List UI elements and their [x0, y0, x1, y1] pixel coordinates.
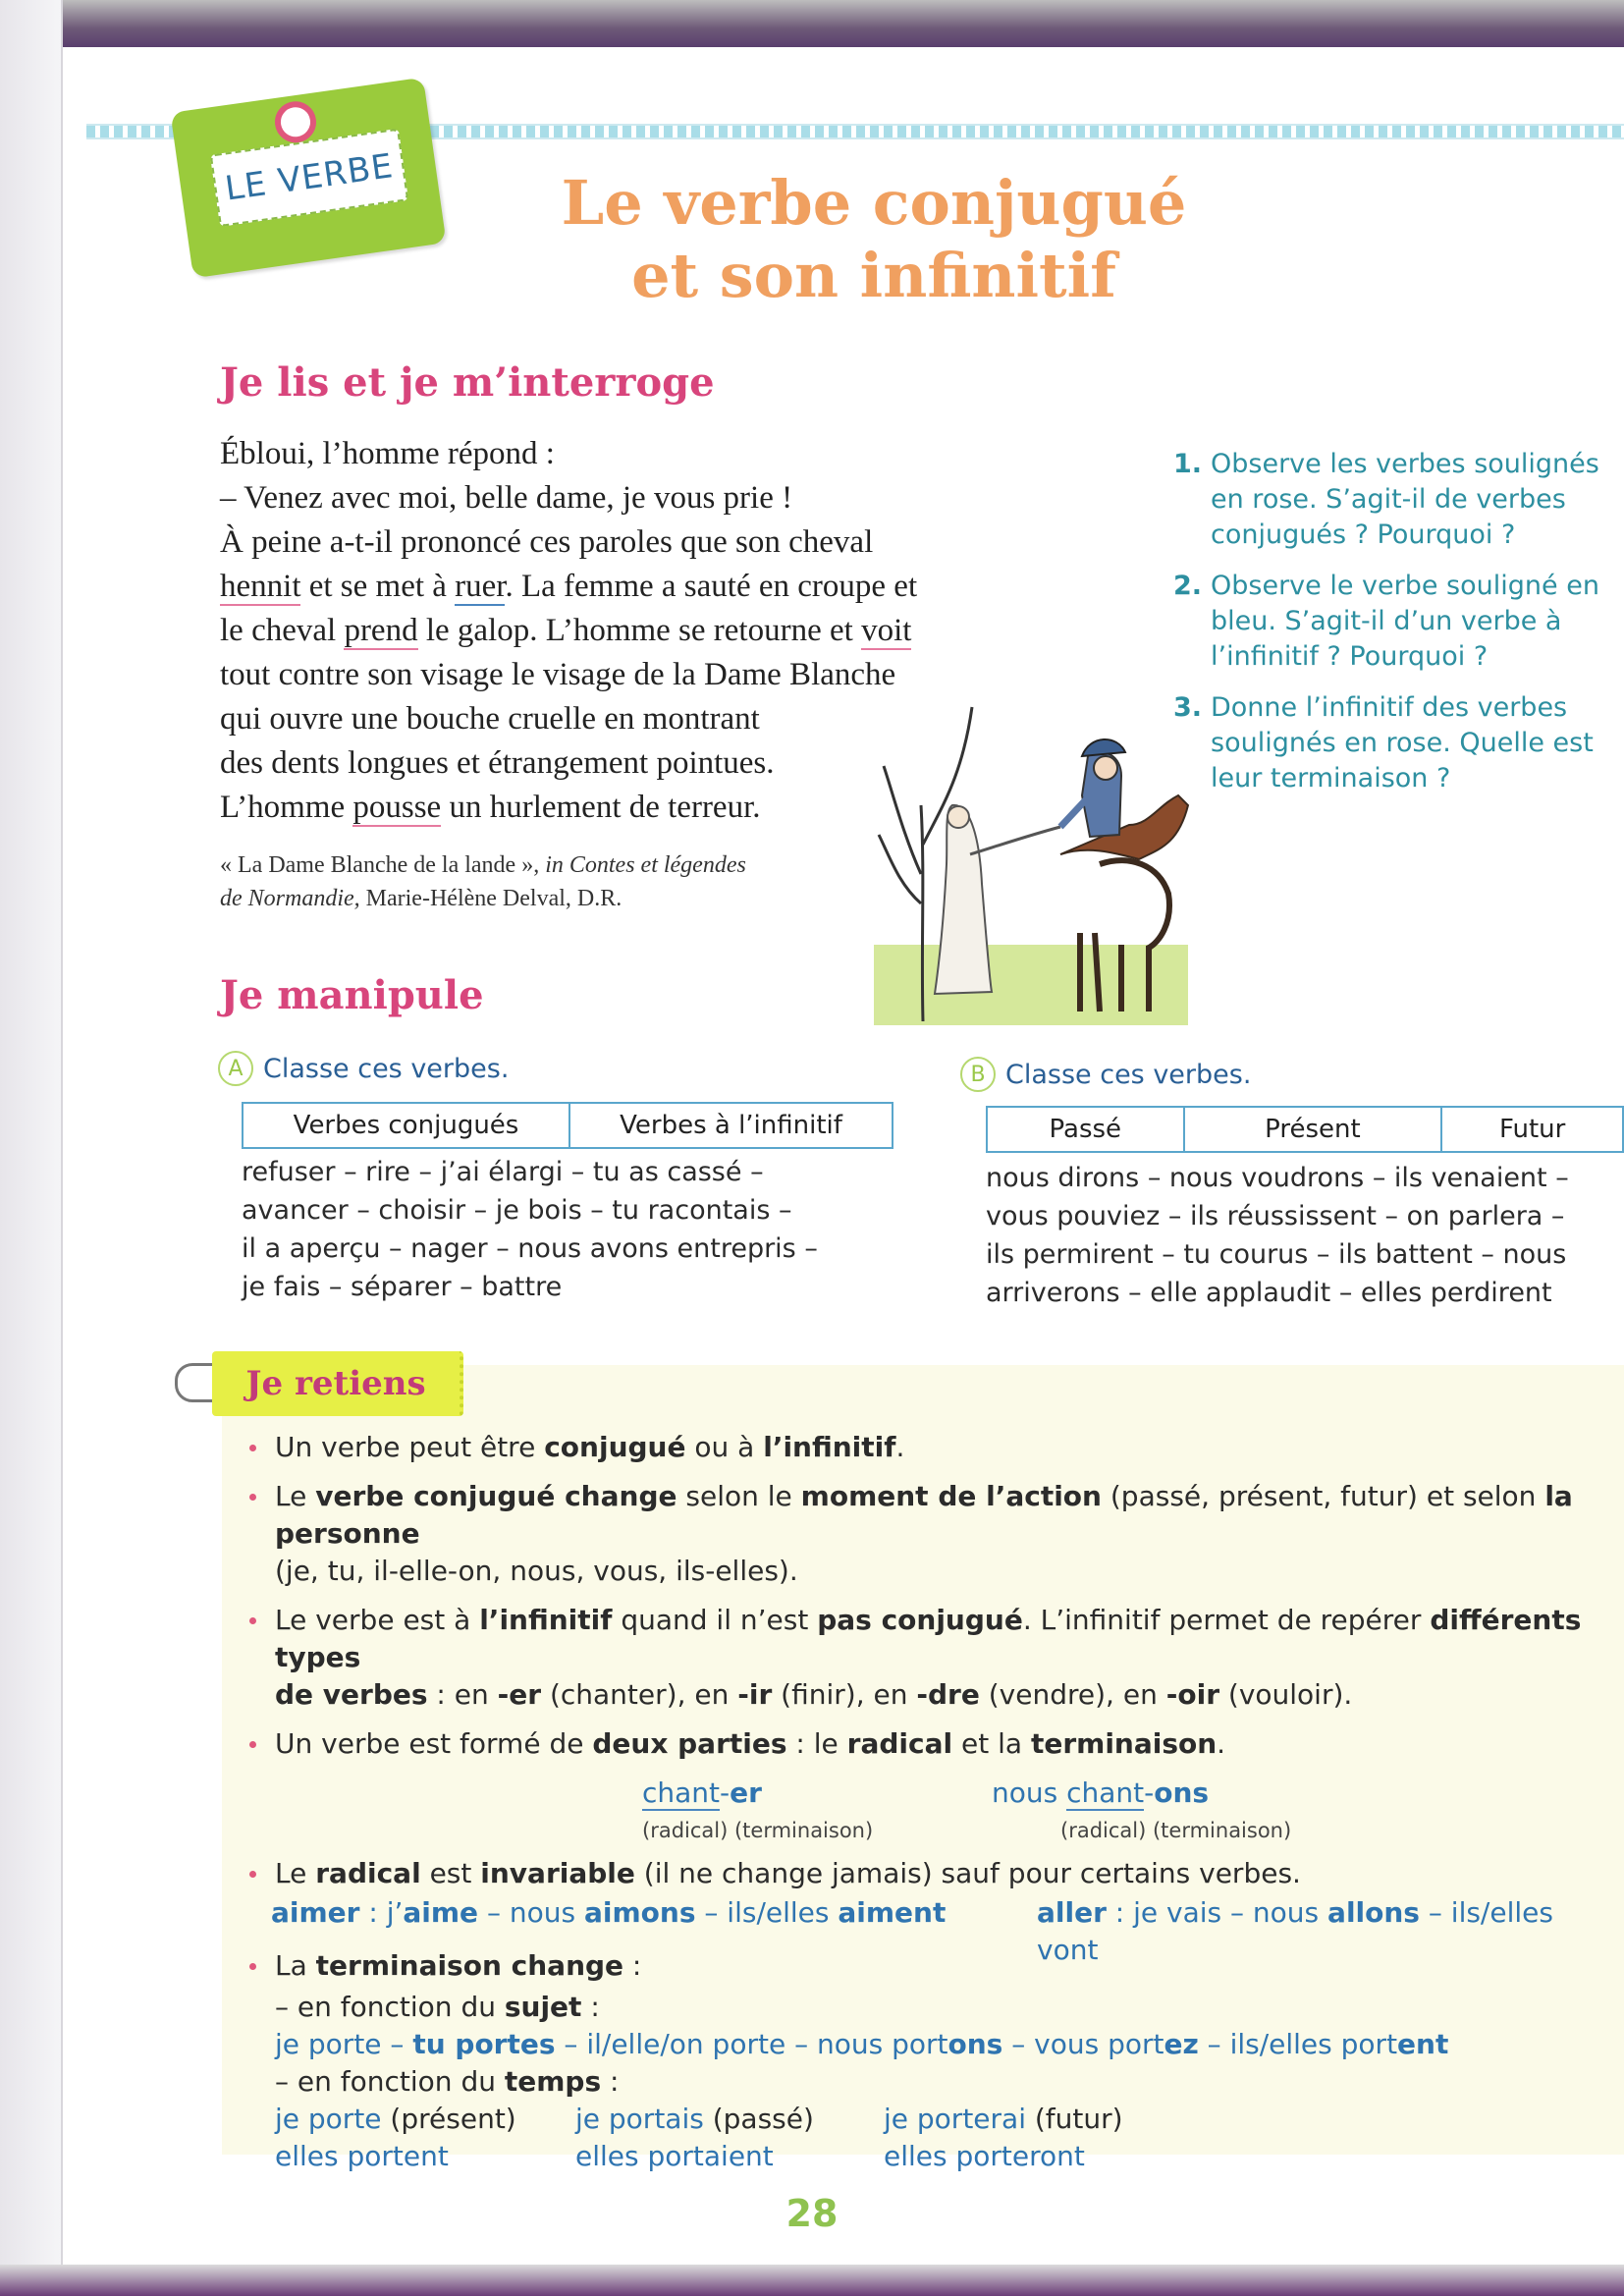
- rule-item: [245, 1725, 1620, 1763]
- rule-text: La: [275, 1949, 316, 1982]
- story-line: – Venez avec moi, belle dame, je vous prie !: [220, 480, 793, 516]
- exercise-b-badge: B: [960, 1057, 996, 1092]
- section-tag: [170, 78, 446, 279]
- example-text: – il/elle/on porte – nous port: [555, 2028, 948, 2060]
- story-line: des dents longues et étrangement pointues.: [220, 745, 775, 781]
- exercise-a-line: il a aperçu – nager – nous avons entrepris –: [242, 1233, 818, 1264]
- example-form: allons: [1327, 1896, 1420, 1929]
- story-line: À peine a-t-il prononcé ces paroles que son cheval: [220, 524, 874, 560]
- example-text: – ils/elles port: [1198, 2028, 1398, 2060]
- rule-keyword: différents types: [275, 1604, 1582, 1673]
- rule-item: [245, 1602, 1620, 1714]
- example-text: je porte –: [275, 2028, 413, 2060]
- rule-text: (il ne change jamais) sauf pour certains verbes.: [634, 1857, 1301, 1889]
- rule-text: Un verbe est formé de: [275, 1727, 593, 1760]
- example-ending: ons: [1154, 1777, 1210, 1809]
- exercise-b-line: nous dirons – nous voudrons – ils venaient –: [986, 1163, 1569, 1193]
- story-text-run: . La femme a sauté en croupe et: [505, 569, 918, 604]
- retiens-rules: [245, 1429, 1620, 2183]
- rule-text: et la: [952, 1727, 1031, 1760]
- exercise-b-line: arriverons – elle applaudit – elles perdirent: [986, 1278, 1552, 1308]
- example-form: elles portent: [275, 2140, 449, 2172]
- title-line-1: Le verbe conjugué: [561, 167, 1187, 239]
- tense-label: (passé): [703, 2103, 814, 2135]
- example-form: aiment: [838, 1896, 947, 1929]
- example-text: – nous: [478, 1896, 584, 1929]
- tense-label: (futur): [1025, 2103, 1123, 2135]
- questions-list: [1173, 447, 1624, 812]
- rule-keyword: -ir: [737, 1678, 773, 1711]
- rule-text: : en: [427, 1678, 498, 1711]
- citation-author: Marie-Hélène Delval, D.R.: [359, 886, 623, 911]
- rule-text: (vendre), en: [979, 1678, 1166, 1711]
- citation-line: [220, 882, 907, 915]
- exercise-a-line: refuser – rire – j’ai élargi – tu as cassé –: [242, 1157, 764, 1187]
- citation-book: in Contes et légendes: [545, 852, 746, 878]
- rule-keyword: radical: [846, 1727, 953, 1760]
- example-text: : je vais – nous: [1106, 1896, 1328, 1929]
- example-form: je portais: [575, 2103, 704, 2135]
- rule-keyword: radical: [315, 1857, 421, 1889]
- rule-text: (passé, présent, futur) et selon: [1101, 1480, 1545, 1512]
- verb-hennit: hennit: [220, 569, 301, 604]
- story-text-run: le galop. L’homme se retourne et: [417, 613, 862, 648]
- example-form: elles portaient: [575, 2140, 774, 2172]
- rule-keyword: -er: [497, 1678, 542, 1711]
- tense-past: [575, 2101, 814, 2175]
- exercise-b-verbs: [986, 1159, 1624, 1312]
- example-dash: -: [720, 1777, 731, 1809]
- example-form: aimons: [583, 1896, 696, 1929]
- example-radical: chant: [642, 1777, 721, 1809]
- example-aimer: [271, 1894, 946, 1932]
- rule-text: . L’infinitif permet de repérer: [1022, 1604, 1431, 1636]
- verb-ruer: ruer: [455, 569, 506, 604]
- rule-text: Le: [275, 1857, 316, 1889]
- rule-keyword: l’infinitif: [479, 1604, 613, 1636]
- scan-border-top: [0, 0, 1624, 47]
- radical-examples: [245, 1775, 1620, 1847]
- verb-prend: prend: [344, 613, 418, 648]
- rule-keyword: temps: [504, 2065, 602, 2098]
- exercise-b-header: [960, 1057, 1251, 1092]
- rule-keyword: moment de l’action: [800, 1480, 1102, 1512]
- example-form: je porte: [275, 2103, 382, 2135]
- source-citation: [220, 848, 907, 915]
- rule-item: [245, 1855, 1620, 1892]
- verb-voit: voit: [861, 613, 912, 648]
- question: [1173, 569, 1624, 675]
- rule-item: [245, 1947, 1620, 1985]
- example-chantons: [992, 1775, 1291, 1849]
- exercise-b-line: vous pouviez – ils réussissent – on parlera –: [986, 1201, 1565, 1231]
- rule-item: [245, 1429, 1620, 1466]
- rule-keyword: -oir: [1165, 1678, 1219, 1711]
- exercise-b-col: Présent: [1184, 1107, 1442, 1152]
- rule-text: ou à: [685, 1431, 764, 1463]
- example-pronoun: nous: [992, 1777, 1067, 1809]
- rule-text: (finir), en: [772, 1678, 917, 1711]
- rule-keyword: terminaison change: [315, 1949, 624, 1982]
- rule-text: (vouloir).: [1219, 1678, 1353, 1711]
- rule-text: :: [623, 1949, 642, 1982]
- title-line-2: et son infinitif: [631, 240, 1116, 311]
- example-ending: ent: [1397, 2028, 1449, 2060]
- exercise-b-col: Passé: [987, 1107, 1184, 1152]
- exercise-a-verbs: [242, 1153, 909, 1306]
- story-text-run: le cheval: [220, 613, 345, 648]
- rule-text: (chanter), en: [541, 1678, 738, 1711]
- tense-label: (présent): [381, 2103, 516, 2135]
- rule-keyword: la personne: [275, 1480, 1573, 1550]
- example-form: tu portes: [412, 2028, 556, 2060]
- ending-by-subject: [245, 1989, 1620, 2183]
- rule-text: Le verbe est à: [275, 1604, 480, 1636]
- exercise-a-header: [218, 1051, 509, 1086]
- rule-text: .: [895, 1431, 905, 1463]
- rule-keyword: -dre: [916, 1678, 980, 1711]
- story-line: tout contre son visage le visage de la Dame Blanche: [220, 657, 896, 692]
- dame-blanche-illustration: [864, 687, 1203, 1031]
- citation-title: « La Dame Blanche de la lande »,: [220, 852, 546, 878]
- page-number: 28: [785, 2192, 839, 2235]
- rule-text: – en fonction du: [275, 1991, 505, 2023]
- question-text: Donne l’infinitif des verbes soulignés en rose. Quelle est leur terminaison ?: [1211, 692, 1594, 793]
- rule-keyword: deux parties: [592, 1727, 787, 1760]
- rule-text: .: [1217, 1727, 1226, 1760]
- tag-label: LE VERBE: [210, 129, 408, 227]
- rule-keyword: conjugué: [544, 1431, 686, 1463]
- exercise-a-col: Verbes conjugués: [243, 1103, 569, 1148]
- example-text: – ils/elles: [695, 1896, 839, 1929]
- scan-border-left: [0, 0, 63, 2296]
- exercise-a-instruction: Classe ces verbes.: [263, 1053, 510, 1084]
- example-form: elles porteront: [884, 2140, 1085, 2172]
- ending-by-tense: [275, 2101, 1620, 2183]
- rule-keyword: l’infinitif: [763, 1431, 896, 1463]
- example-text: – ils/elles vont: [1037, 1896, 1553, 1966]
- example-radical: chant: [1066, 1777, 1145, 1809]
- exercise-a-col: Verbes à l’infinitif: [569, 1103, 893, 1148]
- tag-ring-icon: [272, 99, 318, 145]
- exercise-a-line: avancer – choisir – je bois – tu racontais –: [242, 1195, 792, 1226]
- rule-text: : le: [786, 1727, 847, 1760]
- example-dash: -: [1144, 1777, 1155, 1809]
- verb-pousse: pousse: [352, 790, 442, 825]
- rule-text: Un verbe peut être: [275, 1431, 545, 1463]
- rule-keyword: terminaison: [1030, 1727, 1218, 1760]
- example-ending: ons: [947, 2028, 1003, 2060]
- story-line: [220, 565, 1104, 609]
- question: [1173, 447, 1624, 553]
- exercise-a-line: je fais – séparer – battre: [242, 1272, 563, 1302]
- example-verb: aller: [1037, 1896, 1107, 1929]
- section-heading-practice: Je manipule: [220, 972, 484, 1018]
- example-text: – vous port: [1002, 2028, 1164, 2060]
- example-ending: ez: [1164, 2028, 1199, 2060]
- rule-keyword: sujet: [504, 1991, 582, 2023]
- example-form: je porterai: [884, 2103, 1026, 2135]
- story-text-run: un hurlement de terreur.: [441, 790, 761, 825]
- story-line: qui ouvre une bouche cruelle en montrant: [220, 701, 760, 737]
- exercise-b-col: Futur: [1441, 1107, 1623, 1152]
- retiens-title: Je retiens: [212, 1351, 463, 1416]
- rule-text: :: [581, 1991, 600, 2023]
- exercise-a-badge: A: [218, 1051, 253, 1086]
- example-text: : j’: [359, 1896, 404, 1929]
- tense-future: [884, 2101, 1123, 2175]
- rule-text: (je, tu, il-elle-on, nous, vous, ils-elles).: [275, 1555, 798, 1587]
- citation-book: de Normandie,: [220, 886, 360, 911]
- citation-line: [220, 848, 907, 882]
- example-caption: (radical) (terminaison): [642, 1819, 874, 1842]
- section-heading-read: Je lis et je m’interroge: [220, 359, 715, 406]
- scan-border-bottom: [0, 2265, 1624, 2296]
- exercise-b-line: ils permirent – tu courus – ils battent – nous: [986, 1239, 1567, 1270]
- rule-keyword: verbe conjugué change: [315, 1480, 677, 1512]
- example-form: aime: [403, 1896, 479, 1929]
- question-number: 1.: [1173, 449, 1203, 479]
- story-text-run: et se met à: [300, 569, 456, 604]
- rule-keyword: invariable: [480, 1857, 635, 1889]
- page-title: [530, 167, 1218, 312]
- example-verb: aimer: [271, 1896, 360, 1929]
- rule-keyword: de verbes: [275, 1678, 428, 1711]
- question-number: 2.: [1173, 571, 1203, 601]
- rule-item: [245, 1478, 1620, 1590]
- rule-text: – en fonction du: [275, 2065, 505, 2098]
- story-text-run: L’homme: [220, 790, 353, 825]
- example-caption: (radical) (terminaison): [1060, 1819, 1292, 1842]
- story-line: [220, 609, 1104, 653]
- rule-text: est: [420, 1857, 481, 1889]
- story-line: Ébloui, l’homme répond :: [220, 436, 555, 471]
- rule-keyword: pas conjugué: [817, 1604, 1023, 1636]
- rule-text: Le: [275, 1480, 316, 1512]
- question-text: Observe le verbe souligné en bleu. S’agit-il d’un verbe à l’infinitif ? Pourquoi ?: [1211, 571, 1599, 672]
- example-ending: er: [730, 1777, 762, 1809]
- exercise-b-instruction: Classe ces verbes.: [1005, 1059, 1252, 1090]
- rule-text: quand il n’est: [612, 1604, 818, 1636]
- rule-text: selon le: [677, 1480, 801, 1512]
- tense-present: [275, 2101, 516, 2175]
- question-text: Observe les verbes soulignés en rose. S’agit-il de verbes conjugués ? Pourquoi ?: [1211, 449, 1599, 550]
- question-number: 3.: [1173, 692, 1203, 723]
- exercise-a-table: [242, 1102, 893, 1149]
- example-chanter: [642, 1775, 873, 1849]
- exercise-b-table: [986, 1106, 1624, 1153]
- rule-text: :: [601, 2065, 620, 2098]
- question: [1173, 690, 1624, 796]
